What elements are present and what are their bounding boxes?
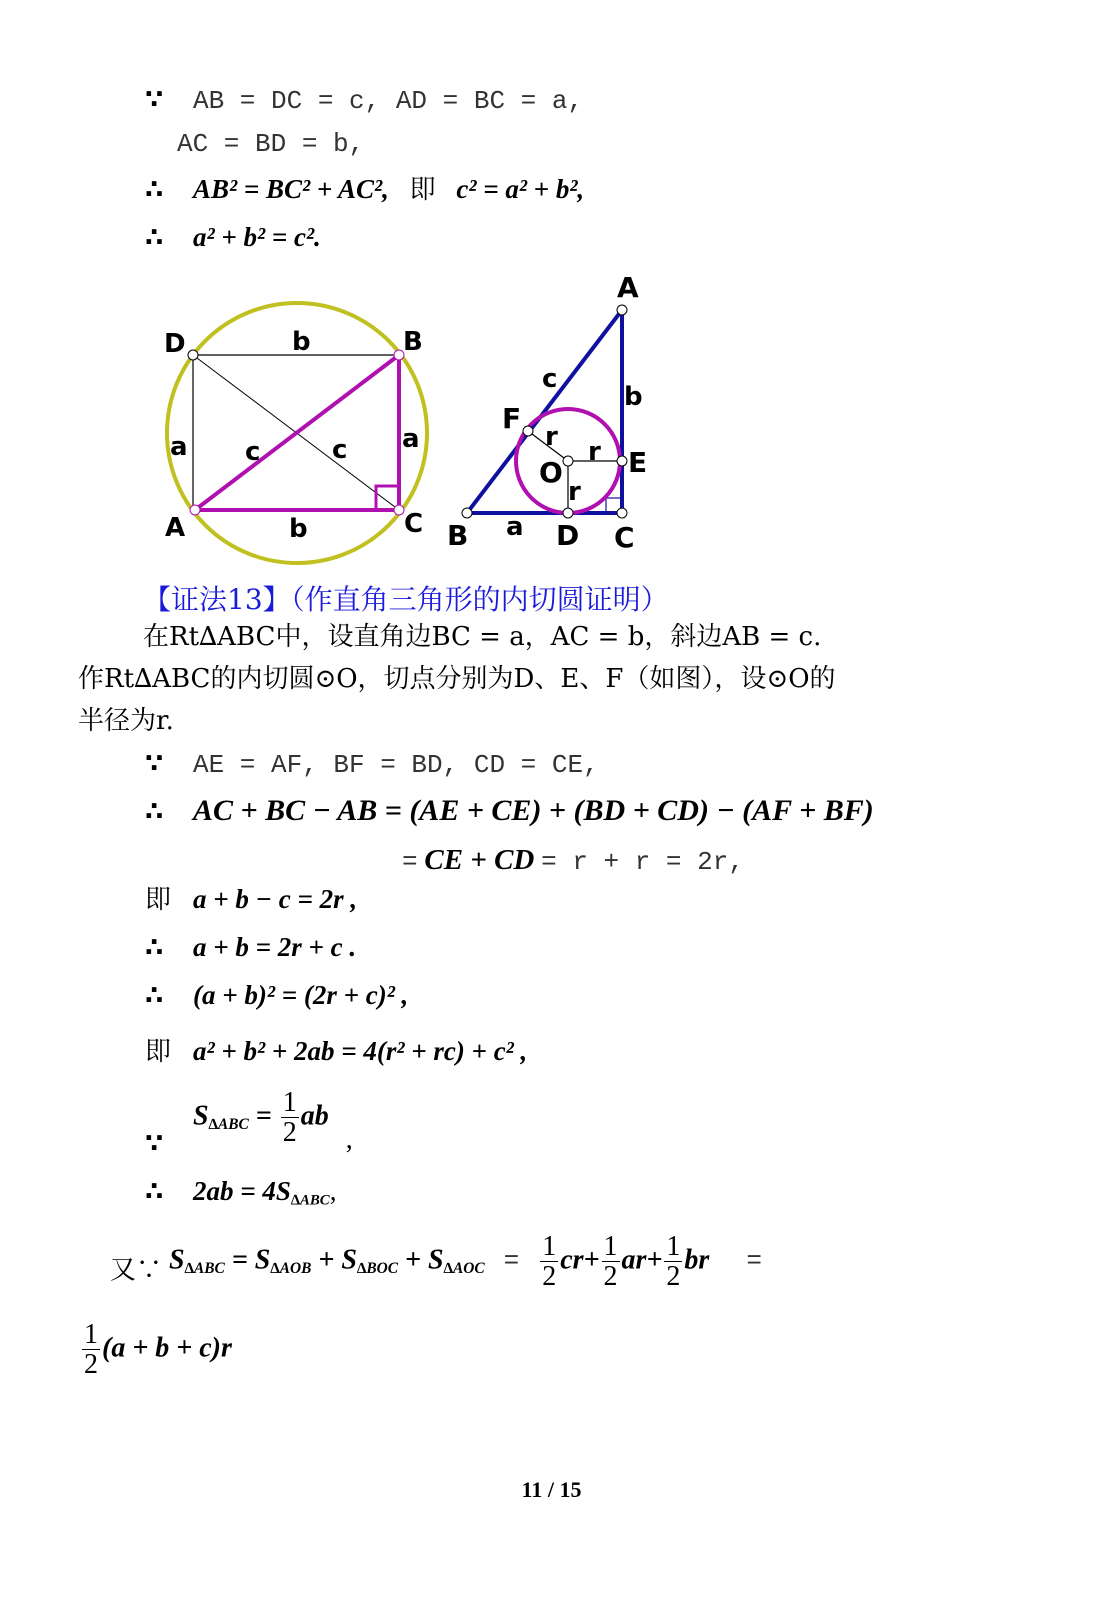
because-symbol: ∵ bbox=[145, 85, 164, 115]
svg-text:B: B bbox=[403, 327, 423, 357]
svg-text:r: r bbox=[545, 422, 558, 452]
svg-text:a: a bbox=[506, 512, 524, 542]
step-2ab: ∴ $2ab = 4S_{\Delta ABC}$, bbox=[145, 1176, 337, 1209]
svg-text:a: a bbox=[170, 432, 188, 462]
svg-text:a: a bbox=[402, 424, 420, 454]
page-number: 11 / 15 bbox=[521, 1477, 582, 1502]
svg-text:c: c bbox=[332, 435, 348, 465]
step-final: $\frac{1}{2}$ (a + b + c)r bbox=[84, 1319, 232, 1381]
svg-text:r: r bbox=[588, 437, 601, 467]
svg-text:b: b bbox=[624, 382, 643, 412]
svg-text:b: b bbox=[289, 514, 308, 544]
svg-text:O: O bbox=[539, 456, 563, 489]
section-heading: 【证法13】（作直角三角形的内切圆证明） bbox=[143, 583, 669, 616]
therefore-symbol: ∴ bbox=[145, 175, 164, 205]
svg-text:C: C bbox=[404, 509, 424, 539]
svg-text:B: B bbox=[447, 519, 469, 552]
step-area-sum: 又∵ $S_{\Delta ABC} = S_{\Delta AOB} + S_{\Delta BOC} + S_{\Delta AOC}$ = $\frac{1}{2}$ cr+ $\frac{1}{2}$ ar+ $\frac{1}{2}$ br = bbox=[110, 1231, 762, 1293]
step-therefore-2: ∴ a + b = 2r + c . bbox=[145, 932, 357, 963]
geometry-figures bbox=[0, 270, 1103, 570]
svg-text:D: D bbox=[164, 329, 186, 359]
svg-text:c: c bbox=[245, 437, 261, 467]
incircle-triangle-figure bbox=[447, 271, 647, 554]
step-equals-2r: = CE + CD = r + r = 2r, bbox=[402, 844, 744, 877]
svg-text:C: C bbox=[614, 521, 635, 554]
because-line-1b: AC = BD = b, bbox=[177, 129, 365, 159]
svg-text:r: r bbox=[568, 477, 581, 507]
step-area-abc: $\because S_{\Delta ABC}$ = $\frac{1}{2}$ ab , bbox=[145, 1087, 353, 1160]
svg-text:F: F bbox=[502, 402, 522, 435]
therefore-line-1: ∴ AB² = BC² + AC², 即 c² = a² + b², bbox=[145, 174, 585, 205]
rectangle-in-circle-figure bbox=[164, 303, 427, 563]
svg-text:A: A bbox=[617, 271, 639, 304]
therefore-line-2: ∴ a² + b² = c². bbox=[145, 222, 321, 253]
svg-text:A: A bbox=[165, 513, 186, 543]
step-because-tangents: ∵ AE = AF, BF = BD, CD = CE, bbox=[145, 749, 599, 780]
svg-text:E: E bbox=[628, 446, 648, 479]
because-line-1: ∵ AB = DC = c, AD = BC = a, bbox=[145, 85, 584, 116]
step-ji-1: 即 a + b − c = 2r , bbox=[145, 884, 358, 915]
fraction-half: $\frac{1}{2}$ bbox=[282, 1087, 297, 1149]
svg-text:c: c bbox=[542, 364, 558, 394]
svg-text:D: D bbox=[556, 519, 580, 552]
step-therefore-sum: ∴ AC + BC − AB = (AE + CE) + (BD + CD) − (AF + BF) bbox=[145, 794, 874, 827]
step-ji-2: 即 a² + b² + 2ab = 4(r² + rc) + c² , bbox=[145, 1036, 528, 1067]
svg-text:b: b bbox=[292, 327, 311, 357]
intro-paragraph: 在Rt∆ABC中，设直角边BC = a，AC = b，斜边AB = c. 作Rt∆ABC的内切圆⊙O，切点分别为D、E、F（如图），设⊙O的 半径为r. bbox=[78, 622, 836, 736]
step-therefore-3: ∴ (a + b)² = (2r + c)² , bbox=[145, 980, 409, 1011]
